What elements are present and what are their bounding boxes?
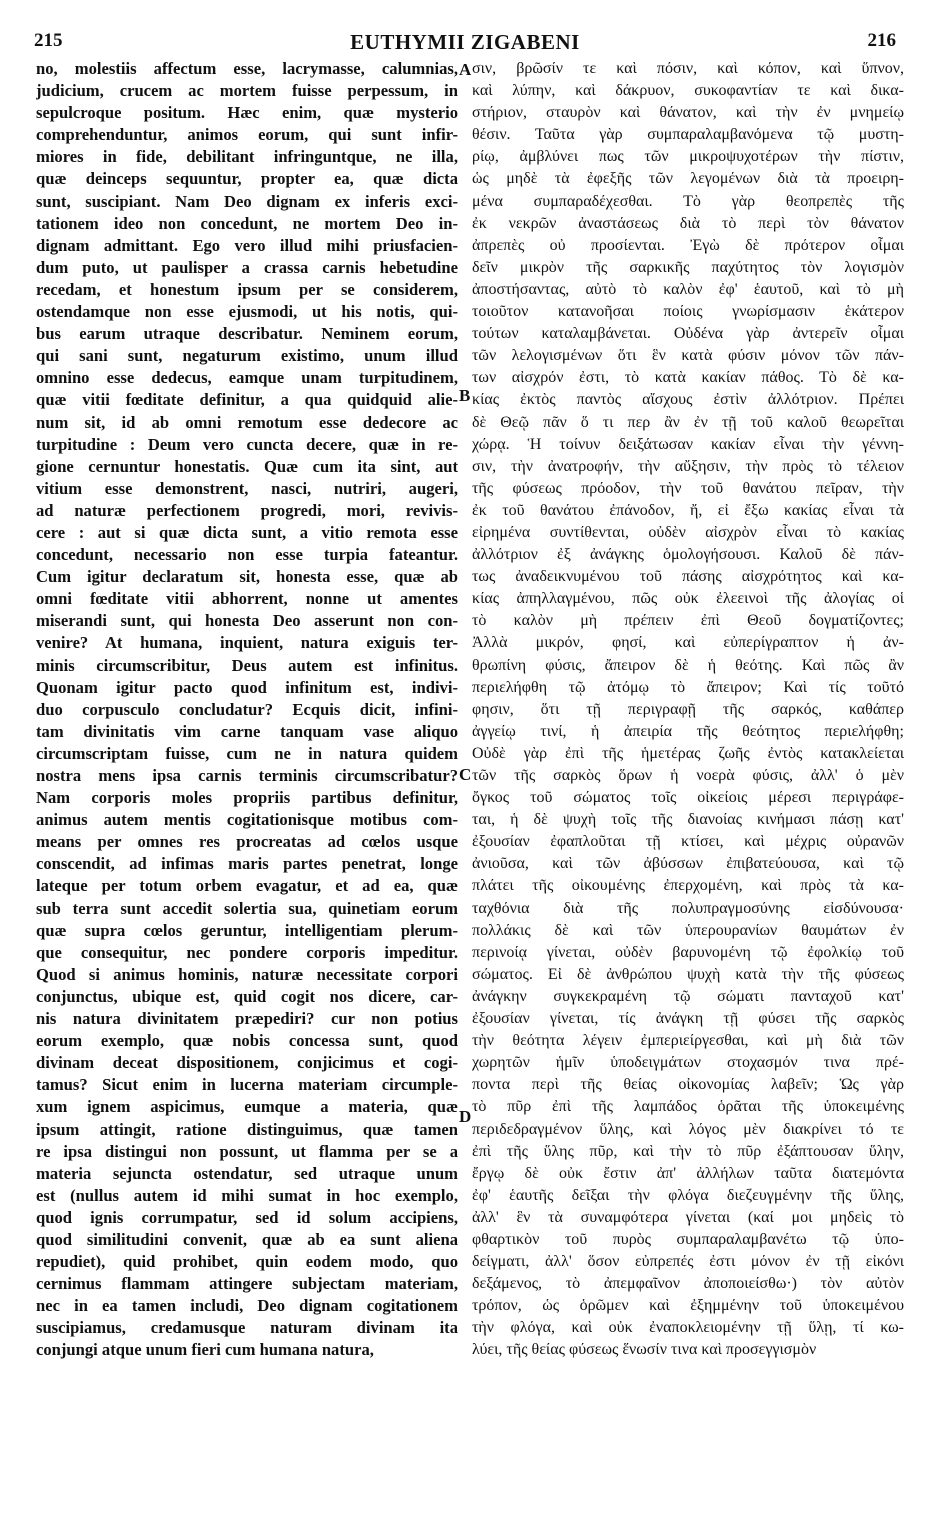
- text-line: no, molestiis affectum esse, lacrymasse, calumnias,: [36, 59, 458, 78]
- text-line: ἐφ' ἑαυτῆς δεῖξαι τὴν φλόγα διεζευγμένην τῆς ὕλης,: [472, 1186, 904, 1204]
- text-line: τρόπον, ὡς ὁρῶμεν καὶ ἐξημμένην τοῦ ὑποκειμένου: [472, 1297, 904, 1315]
- text-line: omnino esse dedecus, eamque unam turpitudinem,: [36, 368, 458, 388]
- text-line: venire? At humana, inquient, natura exiguis ter-: [36, 633, 458, 653]
- text-line: ποντα περὶ τῆς θείας οἰκονομίας λαβεῖν; Ὡς γὰρ: [472, 1076, 904, 1094]
- text-line: δεξάμενος, τὸ ἀπεμφαῖνον ἀποποιείσθω·) τὸν αὐτὸν: [472, 1275, 904, 1293]
- text-line: λύει, τῆς θείας φύσεως ἕνωσίν τινα καὶ προσεγγισμὸν: [472, 1341, 817, 1359]
- text-line: tam divinitatis vim carne tanquam vase aliquo: [36, 721, 458, 741]
- text-line: Οὐδὲ γὰρ ἐπὶ τῆς ἡμετέρας ζωῆς ἐντὸς κατακλείεται: [472, 744, 904, 762]
- text-line: ἀγγείῳ τινί, ἡ ἀπειρία τῆς θεότητος περιελήφθη;: [472, 722, 904, 740]
- text-line: gione cernuntur honestatis. Quæ cum ita sint, aut: [36, 456, 458, 476]
- text-line: miserandi sunt, qui honesta Deo asserunt non con-: [36, 611, 458, 631]
- text-line: ἐπὶ τῆς ὕλης πῦρ, καὶ τὴν τὸ πῦρ ἐξάπτουσαν ὕλην,: [472, 1142, 904, 1160]
- text-line: num sit, id ab omni remotum esse dedecore ac: [36, 412, 458, 432]
- text-line: σιν, βρῶσίν τε καὶ πόσιν, καὶ κόπον, καὶ ὕπνον,: [472, 60, 904, 77]
- text-line: bus earum utraque describatur. Neminem eorum,: [36, 324, 458, 344]
- text-line: conjungi atque unum fieri cum humana natura,: [36, 1340, 374, 1360]
- text-line: τούτων καταλαμβάνεται. Οὐδένα γὰρ ἀντερεῖν οἶμαι: [472, 325, 904, 343]
- text-line: τῆς φύσεως πρόοδον, τὴν τοῦ θανάτου πεῖραν, τὴν: [472, 479, 904, 497]
- text-line: ostendamque non esse ejusmodi, ut his notis, qui-: [36, 302, 458, 322]
- text-line: τῶν τῆς σαρκὸς ὅρων ἡ νοερὰ φύσις, ἀλλ' ὁ μὲν: [472, 767, 904, 784]
- section-marker-a: A: [459, 60, 472, 79]
- text-line: quæ vitii fœditate definitur, a qua quidquid alie-: [36, 390, 458, 410]
- text-line: nis natura divinitatem præpediri? cur non potius: [36, 1009, 458, 1029]
- text-line: Ἀλλὰ μικρόν, φησί, καὶ εὐπερίγραπτον ἡ ἀν-: [472, 634, 904, 652]
- text-line: πλάτει τῆς οἰκουμένης ἐπερχομένη, καὶ πρὸς τὰ κα-: [472, 877, 904, 895]
- text-line: ἀποστήσαντας, αὐτὸ τὸ καλὸν ἐφ' ἑαυτοῦ, καὶ τὸ μὴ: [472, 280, 904, 298]
- greek-column: [472, 58, 904, 1362]
- text-line: ἀνάγκην συγκεκραμένη τῷ σώματι πανταχοῦ κατ': [472, 987, 904, 1005]
- text-line: χώρᾳ. Ἡ τοίνυν δειξάτωσαν κακίαν εἶναι τὴν γέννη-: [472, 435, 904, 453]
- text-line: θρωπίνη φύσις, ἄπειρον δὲ ἡ θεότης. Καὶ πῶς ἂν: [472, 656, 904, 674]
- text-line: lateque per totum orbem evagatur, et ad ea, quæ: [36, 876, 458, 896]
- text-line: κίας ἀπηλλαγμένου, πῶς οὐκ ἐλεεινοὶ τῆς ἀλογίας οἱ: [472, 590, 904, 608]
- text-line: τὴν φλόγα, καὶ οὐκ ἐναποκλειομένην τῇ ὕλῃ, τί κω-: [472, 1319, 904, 1337]
- text-line: μένα συμπαραδέχεσθαι. Τὸ γὰρ θεοπρεπὲς τῆς: [472, 192, 904, 210]
- text-line: ὄγκος τοῦ σώματος τοῖς οἰκείοις μέρεσι περιγράφε-: [472, 789, 904, 807]
- text-line: repudiet), quid prohibet, quin eodem modo, quo: [36, 1252, 458, 1272]
- text-line: quæ supra cœlos geruntur, intelligentiam plerum-: [36, 920, 458, 940]
- text-line: ἔργῳ δὲ οὐκ ἔστιν ἀπ' ἀλλήλων ταῦτα διατεμόντα: [472, 1164, 904, 1182]
- text-line: animus autem mentis cogitationisque motibus com-: [36, 810, 458, 830]
- text-line: δεῖν μικρὸν τῆς σαρκικῆς παχύτητος τὸν λογισμὸν: [472, 258, 904, 276]
- text-line: περινοίᾳ γίνεται, οὐδὲν βαρυνομένη τῷ ἐφολκίῳ τοῦ: [472, 943, 904, 961]
- text-line: θέσιν. Ταῦτα γὰρ συμπαραλαμβανόμενα τῷ μυστη-: [472, 126, 904, 144]
- section-marker-c: C: [459, 765, 472, 784]
- text-line: φθαρτικὸν τοῦ πυρὸς συμπαραλαμβανέτω τῷ ὑπο-: [472, 1230, 904, 1248]
- text-line: τὸ καλὸν μὴ πρέπειν ἐπὶ Θεοῦ δογματίζοντες;: [472, 612, 904, 630]
- text-line: judicium, crucem ac mortem fuisse perpessum, in: [36, 81, 458, 101]
- text-line: tationem ideo non concedunt, ne mortem Deo in-: [36, 213, 458, 233]
- text-line: ἐξουσίαν γίνεται, τίς ἀνάγκη τῇ φύσει τῆς σαρκὸς: [472, 1010, 904, 1028]
- text-line: σώματος. Εἰ δὲ ἀνθρώπου ψυχὴ κατὰ τὴν τῆς φύσεως: [472, 965, 904, 983]
- text-line: conjunctus, ubique est, quid cogit nos dicere, car-: [36, 986, 458, 1006]
- text-line: ὡς μηδὲ τὰ ἐφεξῆς τῶν λεγομένων διὰ τὰ προειρη-: [472, 170, 904, 188]
- text-line: circumscriptam fuisse, cum ne in natura quidem: [36, 743, 458, 763]
- text-line: περιελήφθη τῷ ἀτόμῳ τὸ ἄπειρον; Καὶ τίς τοῦτό: [472, 678, 904, 696]
- text-line: χωρητῶν ἡμῖν ὑποδειγμάτων στοχασμόν τινα πρέ-: [472, 1054, 904, 1072]
- text-line: comprehenduntur, animos eorum, qui sunt infir-: [36, 125, 458, 145]
- text-line: ρίῳ, ἀμβλύνει πως τῶν μικροψυχοτέρων τὴν πίστιν,: [472, 148, 904, 166]
- section-marker-b: B: [459, 386, 471, 405]
- text-line: que consequitur, nec pondere corporis impeditur.: [36, 942, 458, 962]
- text-line: τως ἀναδεικνυμένου τοῦ πάσης αἰσχρότητος καὶ κα-: [472, 568, 904, 586]
- text-line: suscipiamus, credamusque naturam divinam ita: [36, 1318, 458, 1338]
- page-header: [34, 12, 896, 52]
- text-line: divinam deceat dispositionem, conjicimus et cogi-: [36, 1053, 458, 1073]
- text-line: δὲ Θεῷ πᾶν ὅ τι περ ἂν ἐν τῇ τοῦ καλοῦ θεωρεῖται: [472, 413, 904, 431]
- text-line: dignam admittant. Ego vero illud mihi priusfacien-: [36, 235, 458, 255]
- text-line: minis circumscribitur, Deus autem est infinitus.: [36, 655, 458, 675]
- text-line: σιν, τὴν ἀνατροφήν, τὴν αὔξησιν, τὴν πρὸς τὸ τέλειον: [472, 457, 904, 475]
- text-line: sub terra sunt accedit solertia sua, quinetiam eorum: [36, 898, 458, 918]
- text-line: τῶν λελογισμένων ὅτι ἓν κατὰ φύσιν μόνον τῶν πάν-: [472, 347, 904, 365]
- text-line: omni fœditate vitii abhorrent, nonne ut amentes: [36, 589, 458, 609]
- text-line: ἐξουσίαν ἐφαπλοῦται τῇ κτίσει, καὶ μέχρις οὐρανῶν: [472, 833, 904, 851]
- text-line: means per omnes res procreatas ad cœlos usque: [36, 832, 458, 852]
- text-line: ipsum attingit, ratione distinguimus, quæ tamen: [36, 1119, 458, 1139]
- text-line: qui sani sunt, negaturum existimo, unum illud: [36, 346, 458, 366]
- text-line: των αἰσχρόν ἐστι, τὸ κατὰ κακίαν πάθος. Τὸ δὲ κα-: [472, 369, 904, 387]
- text-line: τοιοῦτον κατανοῆσαι ποίοις γνωρίσμασιν ἑκάτερον: [472, 303, 904, 321]
- text-line: κίας ἐκτὸς παντὸς αἴσχους ἐστὶν ἀλλότριον. Πρέπει: [472, 391, 904, 409]
- text-line: φησιν, ὅτι τῇ περιγραφῇ τῆς σαρκός, καθάπερ: [472, 700, 904, 718]
- page-number-left: 215: [34, 30, 63, 51]
- text-line: ad naturæ perfectionem progredi, mori, revivis-: [36, 500, 458, 520]
- text-line: ται, ἡ δὲ ψυχὴ τοῖς τῆς διανοίας κινήμασι πάσῃ κατ': [472, 811, 904, 829]
- text-line: δείγματι, ἀλλ' ὅσον εὐπρεπές ἐστι μόνον ἐν τῇ εἰκόνι: [472, 1253, 904, 1271]
- text-line: περιδεδραγμένον ὕλης, καὶ λόγος μὲν διακρίνει τό τε: [472, 1120, 904, 1138]
- text-line: turpitudine : Deum vero cuncta decere, quæ in re-: [36, 434, 458, 454]
- text-line: concedunt, necessario non esse turpia fateantur.: [36, 545, 458, 565]
- text-line: nec in ea tamen includi, Deo dignam cogitationem: [36, 1296, 458, 1316]
- text-line: miores in fide, debilitant infringuntque, ne illa,: [36, 147, 458, 167]
- text-line: sepulcroque positum. Hæc enim, quæ mysterio: [36, 103, 458, 123]
- text-line: materia sejuncta ostendatur, sed utraque unum: [36, 1163, 458, 1183]
- text-line: duo corpusculo concludatur? Ecquis dicit, infini-: [36, 699, 458, 719]
- text-line: xum ignem aspicimus, eumque a materia, quæ: [36, 1097, 458, 1117]
- text-line: ταχθόνια διὰ τῆς πολυπραγμοσύνης εἰσδύνουσα·: [472, 899, 904, 917]
- latin-column: [36, 58, 458, 1362]
- text-line: Quod si animus hominis, naturæ necessitate corpori: [36, 964, 458, 984]
- text-line: cernimus flammam attingere subjectam materiam,: [36, 1274, 458, 1294]
- text-line: Quonam igitur pacto quod infinitum est, indivi-: [36, 677, 458, 697]
- text-line: πολλάκις δὲ καὶ τῶν ὑπερουρανίων θαυμάτων ἐν: [472, 921, 904, 939]
- text-line: Nam corporis moles propriis partibus definitur,: [36, 788, 458, 808]
- text-line: est (nullus autem id mihi sumat in hoc exemplo,: [36, 1185, 458, 1205]
- section-marker-d: D: [459, 1107, 472, 1126]
- running-title: EUTHYMII ZIGABENI: [350, 30, 580, 54]
- text-line: quod ignis corrumpatur, sed id solum accipiens,: [36, 1207, 458, 1227]
- text-line: ἀνιοῦσα, καὶ τῶν ἀβύσσων ἐπιβατεύουσα, καὶ τῷ: [472, 855, 904, 873]
- text-line: quod similitudini convenit, quæ ab ea sunt aliena: [36, 1229, 458, 1249]
- text-line: εἰρημένα συντίθενται, οὐδὲν αἰσχρὸν εἶναι τὸ κακίας: [472, 523, 904, 541]
- text-line: ἀπρεπὲς οὐ προσίενται. Ἐγὼ δὲ πρότερον οἶμαι: [472, 236, 904, 254]
- text-line: Cum igitur declaratum sit, honesta esse, quæ ab: [36, 567, 458, 587]
- text-line: ἐκ τοῦ θανάτου ἐπάνοδον, ἤ, εἰ ἔξω κακίας εἶναι τὰ: [472, 501, 904, 519]
- text-line: recedam, et honestum ipsum per se considerem,: [36, 279, 458, 299]
- text-line: cere : aut si quæ dicta sunt, a vitio remota esse: [36, 522, 458, 542]
- page-number-right: 216: [867, 30, 896, 51]
- text-line: eorum exemplo, quæ nobis concessa sunt, quod: [36, 1031, 458, 1051]
- text-line: conscendit, ad infimas maris partes penetrat, longe: [36, 854, 458, 874]
- text-line: vitium esse demonstrent, nasci, nutriri, augeri,: [36, 478, 458, 498]
- text-line: ἐκ νεκρῶν ἀναστάσεως διὰ τὸ περὶ τὸν θάνατον: [472, 214, 904, 232]
- text-line: τὸ πῦρ ἐπὶ τῆς λαμπάδος ὁρᾶται τῆς ὑποκειμένης: [472, 1098, 904, 1116]
- text-line: tamus? Sicut enim in lucerna materiam circumple-: [36, 1075, 458, 1095]
- text-line: sunt, suscipiant. Nam Deo dignam ex inferis exci-: [36, 191, 458, 211]
- text-line: καὶ λύπην, καὶ δάκρυον, συκοφαντίαν τε καὶ δικα-: [472, 82, 904, 100]
- text-line: τὴν θεότητα λέγειν ἐμπεριείργεσθαι, καὶ μὴ διὰ τῶν: [472, 1032, 904, 1050]
- text-line: στήριον, σταυρὸν καὶ θάνατον, καὶ τὴν ἐν μνημείῳ: [472, 104, 904, 122]
- text-line: dum puto, ut paulisper a crassa carnis hebetudine: [36, 257, 458, 277]
- text-line: ἀλλότριον ἐξ ἀνάγκης ὁμολογήσουσι. Καλοῦ δὲ πάν-: [472, 546, 904, 564]
- text-line: quæ deinceps sequuntur, propter ea, quæ dicta: [36, 169, 458, 189]
- text-line: ἀλλ' ἓν τὰ συναμφότερα γίνεται (καί μοι μηδεὶς τὸ: [472, 1208, 904, 1226]
- text-line: nostra mens ipsa carnis terminis circumscribatur?: [36, 766, 458, 785]
- text-line: re ipsa distingui non possunt, ut flamma per se a: [36, 1141, 458, 1161]
